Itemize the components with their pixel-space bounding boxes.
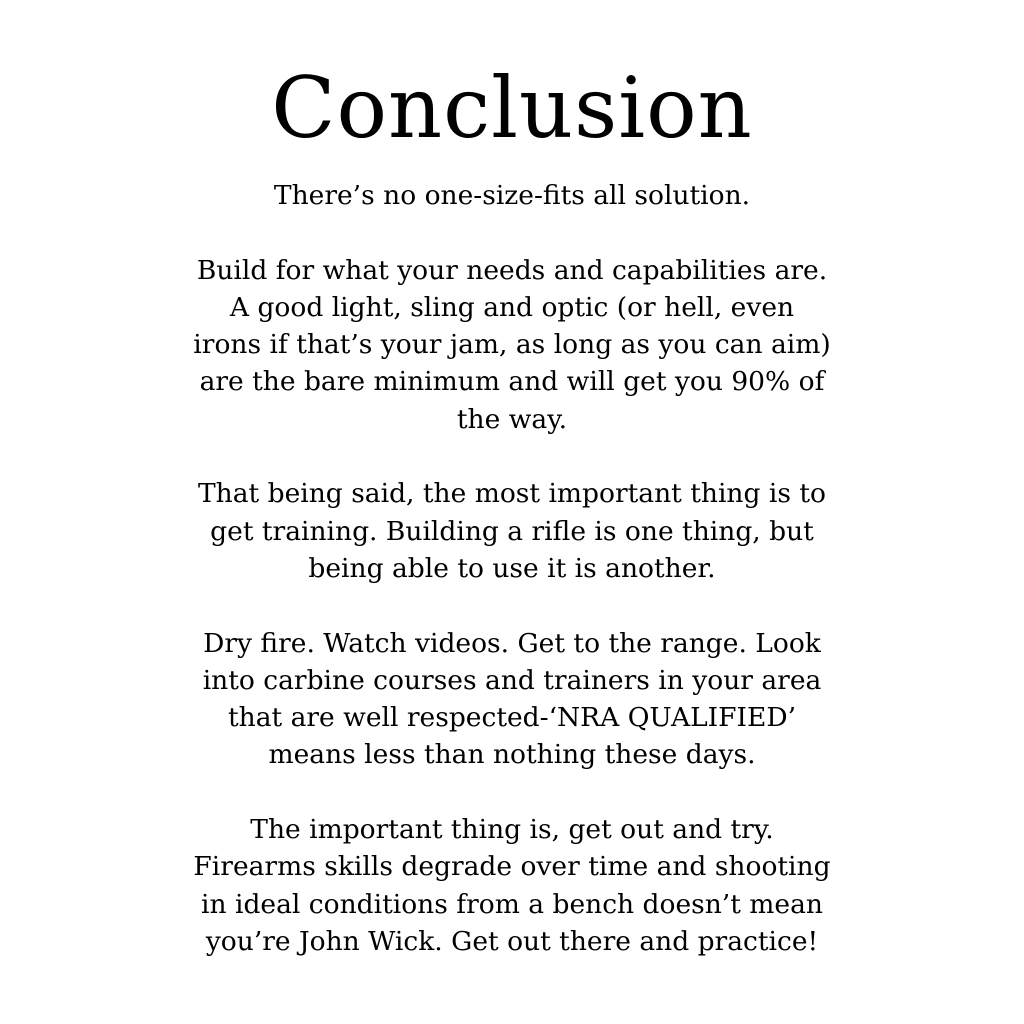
text-line: into carbine courses and trainers in your area xyxy=(202,664,822,696)
paragraph-4 xyxy=(112,625,912,774)
paragraph-5 xyxy=(112,811,912,960)
text-line: you’re John Wick. Get out there and practice! xyxy=(205,925,819,957)
text-line: The important thing is, get out and try. xyxy=(250,814,774,846)
text-line: get training. Building a rifle is one thing, but xyxy=(210,515,814,547)
paragraph-1 xyxy=(112,177,912,214)
text-line: being able to use it is another. xyxy=(308,552,716,584)
text-line: Dry fire. Watch videos. Get to the range. Look xyxy=(203,627,821,659)
text-line: Build for what your needs and capabilities are. xyxy=(196,254,828,286)
text-line: A good light, sling and optic (or hell, even xyxy=(229,291,795,323)
text-line: means less than nothing these days. xyxy=(268,739,756,771)
text-line: that are well respected-‘NRA QUALIFIED’ xyxy=(227,702,797,734)
text-line: There’s no one-size-fits all solution. xyxy=(273,180,751,211)
text-line: the way. xyxy=(456,403,568,435)
text-line: irons if that’s your jam, as long as you can aim) xyxy=(193,329,831,361)
page-title: Conclusion xyxy=(271,59,753,157)
body-text xyxy=(112,177,912,960)
text-line: That being said, the most important thing is to xyxy=(198,478,826,510)
paragraph-3 xyxy=(112,475,912,587)
text-line: in ideal conditions from a bench doesn’t mean xyxy=(201,888,823,920)
text-line: are the bare minimum and will get you 90% of xyxy=(199,366,825,398)
text-line: Firearms skills degrade over time and shooting xyxy=(193,851,831,883)
paragraph-2 xyxy=(112,252,912,438)
